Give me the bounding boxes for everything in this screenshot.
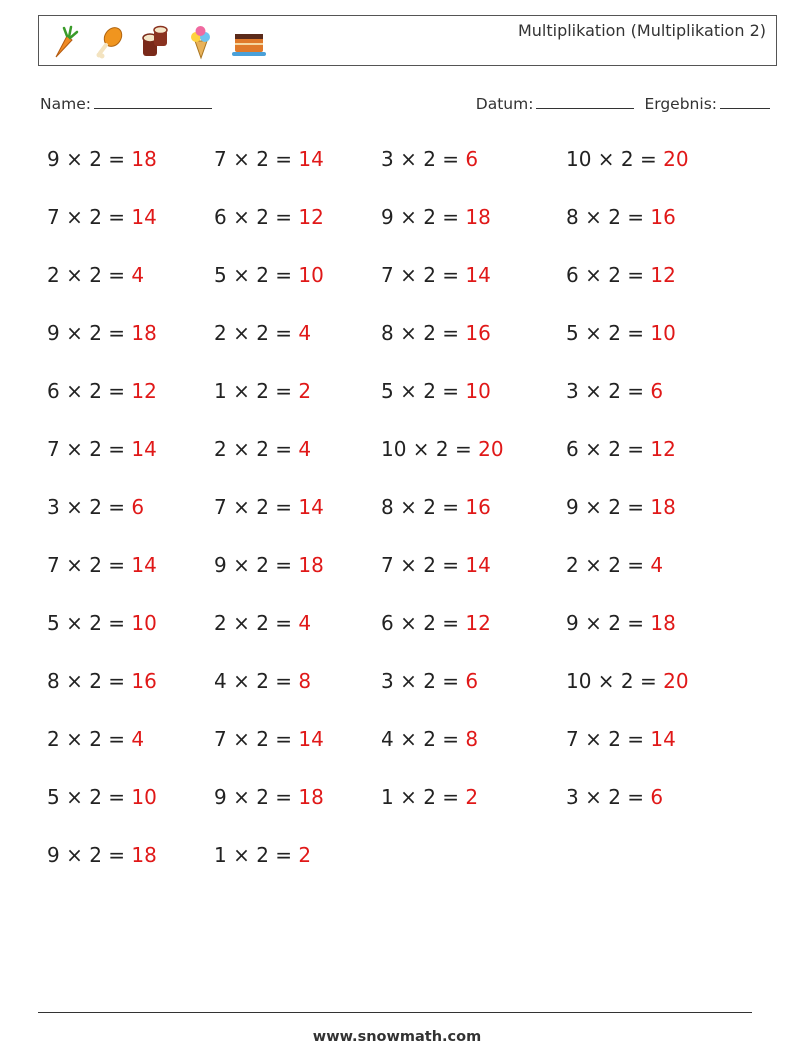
problem-question: 3 × 2 = bbox=[47, 495, 132, 519]
problem-question: 10 × 2 = bbox=[381, 437, 479, 461]
problem-answer: 14 bbox=[465, 263, 491, 287]
problem-item bbox=[214, 785, 324, 809]
problem-answer: 14 bbox=[465, 553, 491, 577]
problem-item bbox=[214, 611, 311, 635]
problem-answer: 10 bbox=[131, 611, 157, 635]
problem-question: 2 × 2 = bbox=[47, 727, 132, 751]
problem-item bbox=[47, 553, 157, 577]
problem-question: 9 × 2 = bbox=[47, 147, 132, 171]
problem-item bbox=[214, 727, 324, 751]
problem-question: 8 × 2 = bbox=[381, 495, 466, 519]
problem-answer: 16 bbox=[131, 669, 157, 693]
problem-answer: 20 bbox=[478, 437, 504, 461]
problem-question: 3 × 2 = bbox=[381, 669, 466, 693]
carrot-icon bbox=[47, 24, 79, 60]
problem-item bbox=[214, 321, 311, 345]
problem-item bbox=[566, 437, 676, 461]
problem-question: 7 × 2 = bbox=[214, 495, 299, 519]
problem-item bbox=[566, 611, 676, 635]
problem-question: 2 × 2 = bbox=[566, 553, 651, 577]
problem-question: 6 × 2 = bbox=[47, 379, 132, 403]
problem-question: 9 × 2 = bbox=[381, 205, 466, 229]
problem-question: 10 × 2 = bbox=[566, 669, 664, 693]
cake-icon bbox=[231, 24, 267, 60]
problem-question: 2 × 2 = bbox=[214, 611, 299, 635]
problem-answer: 18 bbox=[131, 147, 157, 171]
problem-answer: 8 bbox=[298, 669, 312, 693]
problem-answer: 6 bbox=[465, 669, 479, 693]
problem-answer: 12 bbox=[298, 205, 324, 229]
problem-item bbox=[381, 321, 491, 345]
problem-question: 7 × 2 = bbox=[214, 147, 299, 171]
problem-answer: 6 bbox=[131, 495, 145, 519]
problem-answer: 12 bbox=[465, 611, 491, 635]
problem-answer: 14 bbox=[650, 727, 676, 751]
problem-item bbox=[47, 727, 144, 751]
problem-answer: 14 bbox=[131, 437, 157, 461]
problem-question: 7 × 2 = bbox=[47, 205, 132, 229]
date-field[interactable] bbox=[476, 93, 635, 113]
problem-question: 9 × 2 = bbox=[47, 843, 132, 867]
problem-item bbox=[381, 785, 478, 809]
ice-cream-icon bbox=[185, 24, 217, 60]
problem-answer: 16 bbox=[650, 205, 676, 229]
problem-question: 6 × 2 = bbox=[381, 611, 466, 635]
problem-answer: 14 bbox=[131, 553, 157, 577]
problem-question: 2 × 2 = bbox=[47, 263, 132, 287]
problem-answer: 4 bbox=[298, 611, 312, 635]
problem-answer: 10 bbox=[465, 379, 491, 403]
header-icons bbox=[47, 22, 267, 62]
problem-item bbox=[214, 669, 311, 693]
problem-item bbox=[214, 495, 324, 519]
problem-item bbox=[381, 205, 491, 229]
problem-question: 6 × 2 = bbox=[566, 263, 651, 287]
problem-item bbox=[566, 263, 676, 287]
footer-divider bbox=[38, 1012, 752, 1013]
problem-item bbox=[381, 437, 504, 461]
problem-answer: 14 bbox=[298, 495, 324, 519]
problem-question: 3 × 2 = bbox=[566, 785, 651, 809]
problem-item bbox=[47, 263, 144, 287]
result-line[interactable] bbox=[720, 93, 770, 109]
problem-item bbox=[566, 379, 663, 403]
problem-question: 8 × 2 = bbox=[47, 669, 132, 693]
problem-answer: 18 bbox=[131, 321, 157, 345]
problem-answer: 18 bbox=[131, 843, 157, 867]
name-field[interactable] bbox=[40, 93, 212, 113]
problem-question: 3 × 2 = bbox=[566, 379, 651, 403]
problem-item bbox=[566, 727, 676, 751]
problem-item bbox=[214, 843, 311, 867]
problem-answer: 6 bbox=[465, 147, 479, 171]
problem-answer: 10 bbox=[131, 785, 157, 809]
problem-answer: 10 bbox=[298, 263, 324, 287]
problem-answer: 6 bbox=[650, 379, 664, 403]
problem-answer: 4 bbox=[131, 263, 145, 287]
problem-item bbox=[214, 437, 311, 461]
name-label: Name: bbox=[40, 95, 91, 113]
problem-answer: 4 bbox=[650, 553, 664, 577]
problem-item bbox=[381, 553, 491, 577]
problem-item bbox=[381, 147, 478, 171]
problem-item bbox=[566, 147, 689, 171]
problem-item bbox=[566, 205, 676, 229]
page-title: Multiplikation (Multiplikation 2) bbox=[517, 21, 766, 40]
problem-item bbox=[566, 553, 663, 577]
problem-answer: 20 bbox=[663, 669, 689, 693]
problem-answer: 2 bbox=[298, 379, 312, 403]
problem-item bbox=[566, 495, 676, 519]
problem-item bbox=[566, 669, 689, 693]
problem-answer: 16 bbox=[465, 495, 491, 519]
problem-item bbox=[47, 669, 157, 693]
problem-question: 3 × 2 = bbox=[381, 147, 466, 171]
problem-item bbox=[566, 321, 676, 345]
roll-cake-icon bbox=[139, 24, 171, 60]
problem-question: 5 × 2 = bbox=[214, 263, 299, 287]
problem-answer: 20 bbox=[663, 147, 689, 171]
problem-question: 8 × 2 = bbox=[566, 205, 651, 229]
problem-answer: 4 bbox=[298, 437, 312, 461]
problem-answer: 12 bbox=[650, 437, 676, 461]
problem-item bbox=[381, 495, 491, 519]
problem-question: 7 × 2 = bbox=[47, 553, 132, 577]
problem-question: 9 × 2 = bbox=[214, 553, 299, 577]
problem-item bbox=[381, 669, 478, 693]
problem-item bbox=[47, 495, 144, 519]
problem-answer: 4 bbox=[298, 321, 312, 345]
date-result-fields bbox=[476, 93, 770, 113]
drumstick-icon bbox=[93, 24, 125, 60]
name-line[interactable] bbox=[94, 93, 212, 109]
problem-item bbox=[47, 379, 157, 403]
problem-item bbox=[381, 263, 491, 287]
footer-url: www.snowmath.com bbox=[312, 1029, 482, 1045]
problem-question: 6 × 2 = bbox=[214, 205, 299, 229]
problem-question: 9 × 2 = bbox=[214, 785, 299, 809]
problem-answer: 18 bbox=[650, 611, 676, 635]
problem-answer: 18 bbox=[465, 205, 491, 229]
result-label: Ergebnis: bbox=[644, 95, 717, 113]
problem-item bbox=[381, 727, 478, 751]
problem-answer: 2 bbox=[465, 785, 479, 809]
problem-question: 7 × 2 = bbox=[566, 727, 651, 751]
problem-item bbox=[214, 205, 324, 229]
problem-question: 6 × 2 = bbox=[566, 437, 651, 461]
problem-answer: 18 bbox=[650, 495, 676, 519]
problem-question: 7 × 2 = bbox=[381, 553, 466, 577]
problem-question: 7 × 2 = bbox=[381, 263, 466, 287]
problem-question: 5 × 2 = bbox=[47, 611, 132, 635]
problem-item bbox=[214, 379, 311, 403]
problem-item bbox=[214, 147, 324, 171]
problem-question: 1 × 2 = bbox=[214, 843, 299, 867]
problem-item bbox=[214, 263, 324, 287]
problem-question: 2 × 2 = bbox=[214, 437, 299, 461]
problem-answer: 12 bbox=[650, 263, 676, 287]
problem-question: 10 × 2 = bbox=[566, 147, 664, 171]
problem-item bbox=[381, 379, 491, 403]
problem-item bbox=[214, 553, 324, 577]
problem-answer: 4 bbox=[131, 727, 145, 751]
problem-answer: 14 bbox=[298, 147, 324, 171]
problem-answer: 16 bbox=[465, 321, 491, 345]
worksheet-header bbox=[38, 15, 777, 66]
date-line[interactable] bbox=[536, 93, 634, 109]
problem-question: 4 × 2 = bbox=[381, 727, 466, 751]
problem-question: 5 × 2 = bbox=[47, 785, 132, 809]
problem-item bbox=[47, 785, 157, 809]
problem-answer: 8 bbox=[465, 727, 479, 751]
problem-question: 9 × 2 = bbox=[566, 495, 651, 519]
problem-question: 8 × 2 = bbox=[381, 321, 466, 345]
problem-item bbox=[47, 611, 157, 635]
problem-question: 4 × 2 = bbox=[214, 669, 299, 693]
problem-answer: 6 bbox=[650, 785, 664, 809]
problem-question: 7 × 2 = bbox=[214, 727, 299, 751]
result-field[interactable] bbox=[644, 93, 770, 113]
problem-question: 7 × 2 = bbox=[47, 437, 132, 461]
problem-question: 9 × 2 = bbox=[47, 321, 132, 345]
problem-answer: 14 bbox=[131, 205, 157, 229]
problem-item bbox=[47, 843, 157, 867]
problem-item bbox=[566, 785, 663, 809]
problem-answer: 18 bbox=[298, 785, 324, 809]
problem-item bbox=[47, 437, 157, 461]
problem-item bbox=[47, 205, 157, 229]
problem-question: 1 × 2 = bbox=[381, 785, 466, 809]
problem-answer: 14 bbox=[298, 727, 324, 751]
problem-item bbox=[47, 147, 157, 171]
problem-answer: 12 bbox=[131, 379, 157, 403]
problem-item bbox=[381, 611, 491, 635]
problem-question: 5 × 2 = bbox=[381, 379, 466, 403]
problem-question: 1 × 2 = bbox=[214, 379, 299, 403]
problem-question: 2 × 2 = bbox=[214, 321, 299, 345]
problem-answer: 10 bbox=[650, 321, 676, 345]
date-label: Datum: bbox=[475, 95, 534, 113]
problem-question: 5 × 2 = bbox=[566, 321, 651, 345]
problem-item bbox=[47, 321, 157, 345]
problem-answer: 18 bbox=[298, 553, 324, 577]
problem-question: 9 × 2 = bbox=[566, 611, 651, 635]
problem-answer: 2 bbox=[298, 843, 312, 867]
